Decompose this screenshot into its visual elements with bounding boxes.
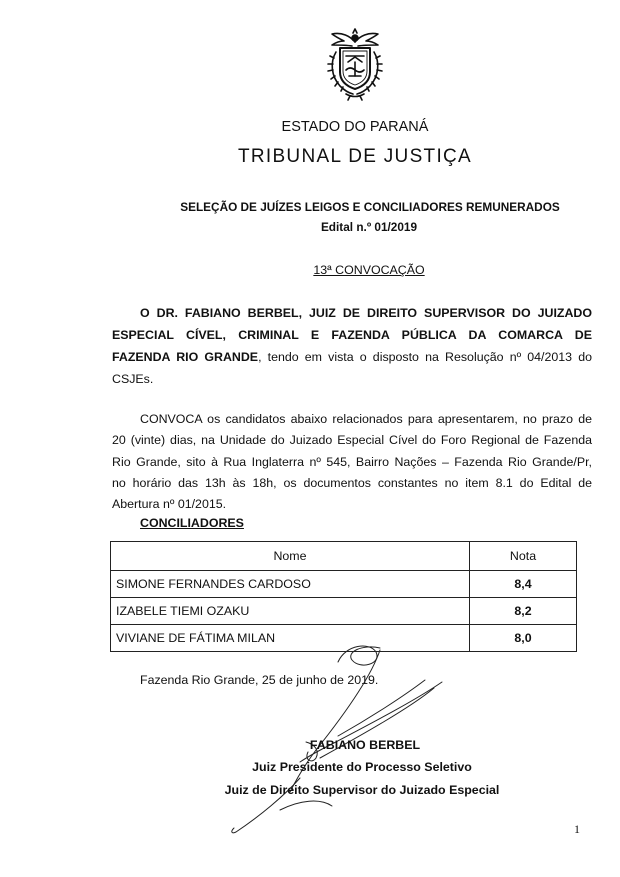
place-and-date: Fazenda Rio Grande, 25 de junho de 2019. (140, 673, 379, 687)
convocation-line-1: CONVOCA os candidatos abaixo relacionados para apresentarem, no prazo de (140, 412, 592, 426)
selection-title: SELEÇÃO DE JUÍZES LEIGOS E CONCILIADORES REMUNERADOS (180, 200, 560, 214)
parana-coat-of-arms-icon (322, 26, 388, 102)
column-header-score: Nota (470, 542, 577, 570)
convocation-title (269, 262, 469, 278)
table-row (110, 571, 577, 598)
table-header-row (110, 542, 577, 571)
table-row (110, 598, 577, 625)
preamble-line-1: O DR. FABIANO BERBEL, JUIZ DE DIREITO SUPERVISOR DO JUIZADO (140, 306, 592, 320)
page-number: 1 (574, 822, 580, 836)
convocation-line-2: 20 (vinte) dias, na Unidade do Juizado Especial Cível do Foro Regional de Fazenda (112, 433, 592, 448)
candidate-name: VIVIANE DE FÁTIMA MILAN (110, 625, 470, 651)
preamble-paragraph (112, 302, 592, 390)
convocation-paragraph (112, 409, 592, 515)
candidate-score: 8,2 (470, 598, 577, 624)
preamble-line-3 (112, 346, 592, 368)
state-name: ESTADO DO PARANÁ (281, 119, 429, 135)
preamble-line-3-rest: , tendo em vista o disposto na Resolução nº 04/2013 do (258, 350, 592, 364)
court-name: TRIBUNAL DE JUSTIÇA (237, 146, 473, 167)
conciliators-table (110, 541, 577, 652)
convocation-line-4: no horário das 13h às 18h, os documentos constantes no item 8.1 do Edital de (112, 475, 592, 490)
comarca-name: FAZENDA RIO GRANDE (112, 350, 259, 364)
convocation-line-3: Rio Grande, sito à Rua Inglaterra nº 545, Bairro Nações – Fazenda Rio Grande/Pr, (112, 454, 592, 469)
convocation-line-5: Abertura nº 01/2015. (112, 497, 227, 512)
candidate-score: 8,4 (470, 571, 577, 597)
column-header-name: Nome (110, 542, 470, 570)
candidate-name: SIMONE FERNANDES CARDOSO (110, 571, 470, 597)
candidate-score: 8,0 (470, 625, 577, 651)
signer-name: FABIANO BERBEL (309, 738, 421, 752)
conciliators-heading: CONCILIADORES (140, 516, 244, 530)
preamble-line-4: CSJEs. (112, 372, 154, 386)
signer-role-2: Juiz de Direito Supervisor do Juizado Especial (224, 783, 500, 797)
signer-role-1: Juiz Presidente do Processo Seletivo (252, 760, 472, 774)
edital-number: Edital n.º 01/2019 (320, 220, 418, 234)
preamble-line-2: ESPECIAL CÍVEL, CRIMINAL E FAZENDA PÚBLICA DA COMARCA DE (112, 328, 592, 342)
convocation-label: 13ª CONVOCAÇÃO (313, 263, 425, 277)
candidate-name: IZABELE TIEMI OZAKU (110, 598, 470, 624)
